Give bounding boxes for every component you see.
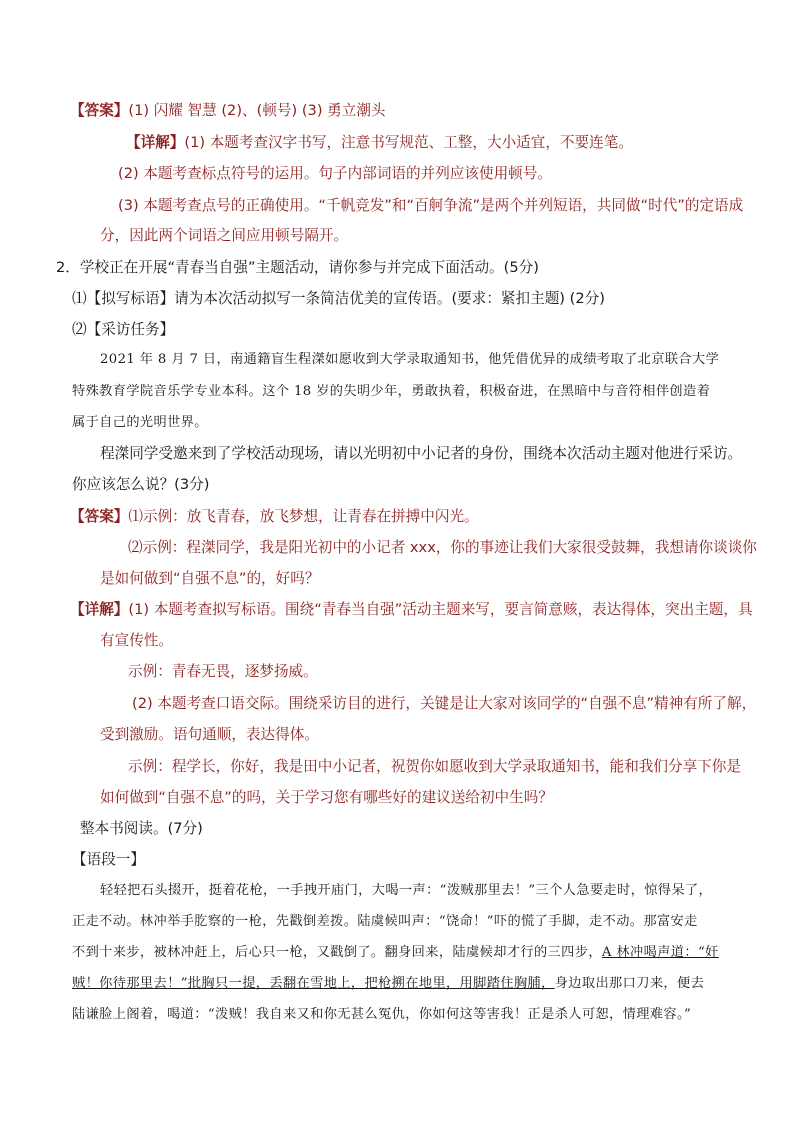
sub-question: ⑵【采访任务】 [72, 321, 175, 338]
detail-tag: 【详解】 [70, 601, 129, 618]
answer-line [70, 101, 386, 121]
underlined-text: 贼！你待那里去！”批胸只一提，丢翻在雪地上，把枪搠在地里，用脚踏住胸脯， [72, 976, 555, 991]
example-line: 如何做到“自强不息”的吗，关于学习您有哪些好的建议送给初中生吗？ [100, 789, 553, 806]
answer-text: ⑴示例：放飞青春，放飞梦想，让青春在拼搏中闪光。 [128, 508, 479, 525]
question-stem: 整本书阅读。(7分) [80, 820, 203, 837]
example-line: 示例：青春无畏，逐梦扬威。 [128, 663, 318, 680]
answer-line: ⑵示例：程滐同学，我是阳光初中的小记者 xxx，你的事迹让我们大家很受鼓舞，我想请你谈谈你 [128, 539, 757, 556]
passage-text: 不到十来步，被林冲赶上，后心只一枪，又戳倒了。翻身回来，陆虞候却才行的三四步， [72, 945, 602, 960]
passage-line: 属于自己的光明世界。 [72, 415, 208, 430]
detail-line [70, 600, 753, 620]
passage-line: 2021 年 8 月 7 日，南通籍盲生程滐如愿收到大学录取通知书，他凭借优异的成绩考取了北京联合大学 [100, 352, 720, 367]
passage-line: 陆谦脸上阁着，喝道：“泼贼！我自来又和你无甚么冤仇，你如何这等害我！正是杀人可恕，情理难容。” [72, 1007, 692, 1022]
task-line: 程滐同学受邀来到了学校活动现场，请以光明初中小记者的身份，围绕本次活动主题对他进行采访。 [100, 445, 743, 462]
detail-line: (2) 本题考查标点符号的运用。句子内部词语的并列应该使用顿号。 [118, 165, 552, 182]
passage-line: 特殊教育学院音乐学专业本科。这个 18 岁的失明少年，勇敢执着，积极奋进，在黑暗中与音符相伴创造着 [72, 384, 711, 399]
passage-line [72, 943, 719, 963]
detail-line: (3) 本题考查点号的正确使用。“千帆竞发”和“百舸争流”是两个并列短语，共同做“时代”的定语成 [118, 197, 744, 214]
underlined-text: A 林冲喝声道：“奸 [601, 945, 719, 960]
detail-line: 受到激励。语句通顺，表达得体。 [100, 726, 319, 743]
detail-line: 有宣传性。 [100, 632, 173, 649]
task-line: 你应该怎么说？(3分) [72, 476, 210, 493]
detail-line: 分，因此两个词语之间应用顿号隔开。 [100, 227, 349, 244]
detail-line: (2) 本题考查口语交际。围绕采访目的进行，关键是让大家对该同学的“自强不息”精神有所了解， [132, 695, 757, 712]
passage-line [72, 974, 704, 994]
answer-line: 是如何做到“自强不息”的，好吗？ [100, 570, 320, 587]
passage-text: 身边取出那口刀来，便去 [554, 976, 705, 991]
answer-text: (1) 闪耀 智慧 (2)、(顿号) (3) 勇立潮头 [128, 102, 386, 119]
answer-tag: 【答案】 [70, 508, 129, 525]
detail-text: (1) 本题考查拟写标语。围绕“青春当自强”活动主题来写，要言简意赅，表达得体，突出主题，具 [128, 601, 753, 618]
section-heading: 【语段一】 [72, 851, 145, 868]
detail-line [126, 133, 633, 153]
question-stem: 2．学校正在开展“青春当自强”主题活动，请你参与并完成下面活动。(5分) [56, 259, 539, 276]
example-line: 示例：程学长，你好，我是田中小记者，祝贺你如愿收到大学录取通知书，能和我们分享下你是 [128, 758, 741, 775]
passage-line: 轻轻把石头掇开，挺着花枪，一手拽开庙门，大喝一声：“泼贼那里去！”三个人急要走时，惊得呆了， [100, 883, 713, 898]
answer-tag: 【答案】 [70, 102, 129, 119]
passage-line: 正走不动。林冲举手肐察的一枪，先戳倒差拨。陆虞候叫声：“饶命！”吓的慌了手脚，走不动。那富安走 [72, 914, 698, 929]
detail-tag: 【详解】 [126, 134, 185, 151]
answer-line [70, 507, 479, 527]
sub-question: ⑴【拟写标语】请为本次活动拟写一条简洁优美的宣传语。(要求：紧扣主题) (2分) [72, 290, 605, 307]
detail-text: (1) 本题考查汉字书写，注意书写规范、工整，大小适宜，不要连笔。 [184, 134, 633, 151]
